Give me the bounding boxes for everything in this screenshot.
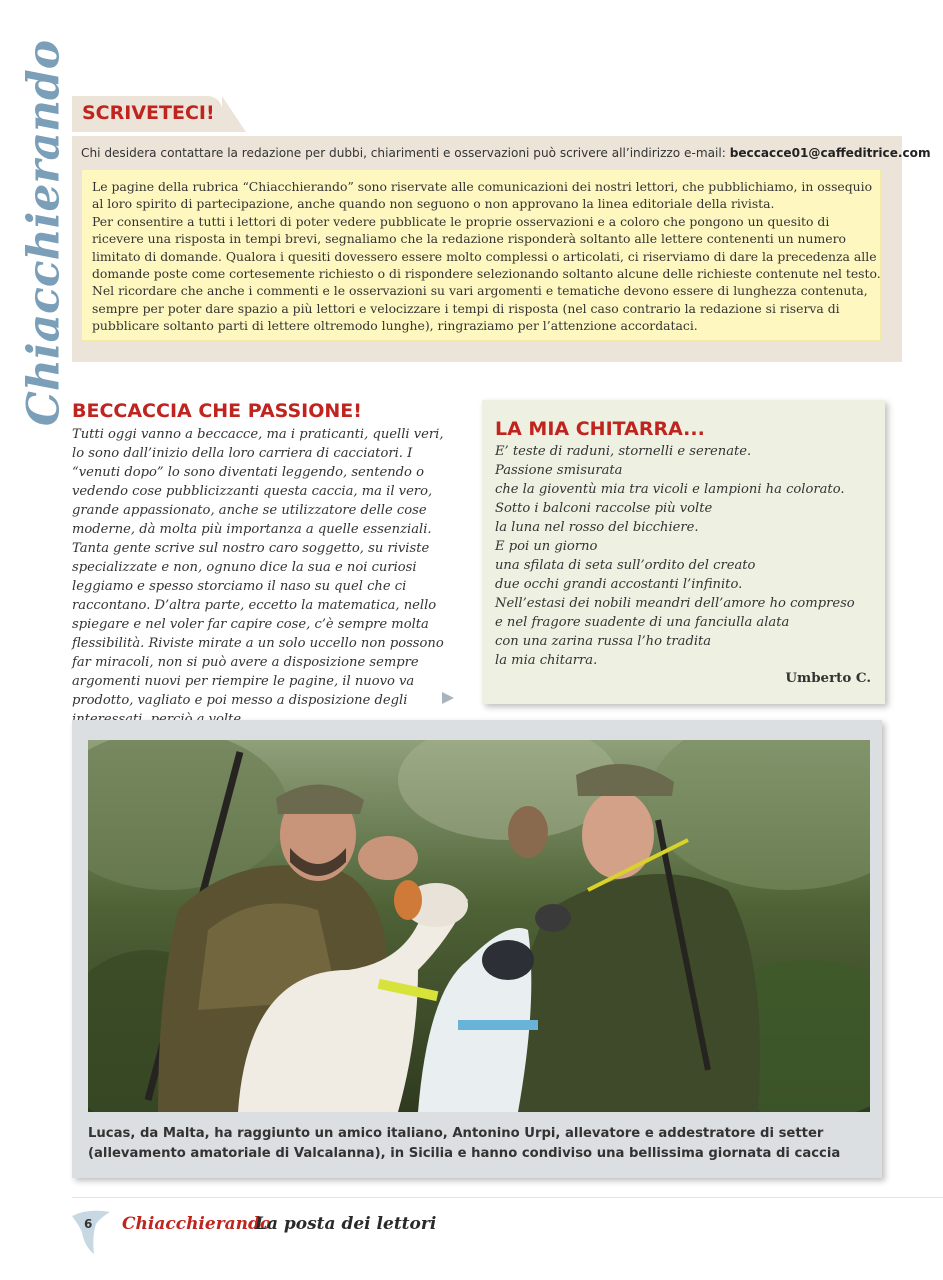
poem-line: E’ teste di raduni, stornelli e serenate. (495, 444, 752, 459)
poem-line: una sfilata di seta sull’ordito del creato (495, 558, 756, 573)
photo-box (72, 720, 882, 1178)
poem-author: Umberto C. (785, 670, 871, 686)
write-intro: Chi desidera contattare la redazione per dubbi, chiarimenti e osservazioni può scrivere all’indirizzo e-mail: beccacce01@caffeditrice.com (81, 146, 931, 160)
footer-section-name: Chiacchierando (122, 1214, 272, 1234)
notice-paragraph: Per consentire a tutti i lettori di poter vedere pubblicate le proprie osservazioni e a coloro che pongono un quesito di ricevere una risposta in tempi brevi, segnaliamo che la redazione risponderà soltanto alle lettere contenenti un numero limitato di domande. Qualora i quesiti dovessero essere molto complessi o articolati, ci riserviamo di dare la precedenza alle domande poste come cortesemente richiesto o di rispondere selezionando soltanto alcune delle richieste contenute nel testo. Nel ricordare che anche i commenti e le osservazioni su vari argomenti e tematiche devono essere di lunghezza contenuta, sempre per poter dare spazio a più lettori e velocizzare i tempi di risposta (nel caso contrario la redazione si riserva di pubblicare soltanto parti di lettere oltremodo lunghe), ringraziamo per l’attenzione accordataci. (92, 213, 881, 334)
poem-line: Sotto i balconi raccolse più volte (495, 501, 713, 516)
footer-divider (72, 1197, 943, 1198)
photo-caption: Lucas, da Malta, ha raggiunto un amico italiano, Antonino Urpi, allevatore e addestratore di setter (allevamento amatoriale di Valcalanna), in Sicilia e hanno condiviso una bellissima giornata di caccia (88, 1126, 841, 1161)
poem-line: la mia chitarra. (495, 653, 598, 668)
poem-line: che la gioventù mia tra vicoli e lampioni ha colorato. (495, 482, 845, 497)
poem-line: e nel fragore suadente di una fanciulla alata (495, 615, 790, 630)
woodcock-logo-icon (70, 1206, 114, 1256)
poem-lines (495, 442, 855, 670)
page-number: 6 (84, 1217, 93, 1231)
write-section-title: SCRIVETECI! (82, 102, 215, 124)
contact-email[interactable]: beccacce01@caffeditrice.com (729, 146, 931, 160)
write-section-tab (72, 96, 222, 132)
footer-section-subtitle: La posta dei lettori (255, 1214, 437, 1234)
poem-line: due occhi grandi accostanti l’infinito. (495, 577, 743, 592)
poem-line: Passione smisurata (495, 463, 623, 478)
editorial-notice (81, 169, 881, 341)
poem-title: LA MIA CHITARRA... (495, 418, 705, 440)
write-section-box (72, 136, 931, 362)
poem-line: con una zarina russa l’ho tradita (495, 634, 712, 649)
poem-box (482, 400, 885, 704)
article-body: Tutti oggi vanno a beccacce, ma i praticanti, quelli veri, lo sono dall’inizio della loro carriera di cacciatori. I “venuti dopo” lo sono diventati leggendo, sentendo o vedendo cose pubblicizzanti questa caccia, ma il vero, grande appassionato, anche se utilizzatore delle cose moderne, dà molta più importanza a quelle essenziali. Tanta gente scrive sul nostro caro soggetto, su riviste specializzate e non, ognuno dice la sua e noi curiosi leggiamo e spesso storciamo il naso su quel che ci raccontano. D’altra parte, eccetto la matematica, nello spiegare e nel voler far capire cose, c’è sempre molta flessibilità. Riviste mirate a un solo uccello non possono far miracoli, non si può avere a disposizione sempre argomenti nuovi per riempire le pagine, il nuovo va prodotto, vagliato e poi messo a disposizione degli (72, 427, 444, 708)
poem-line: la luna nel rosso del bicchiere. (495, 520, 699, 535)
notice-paragraph: Le pagine della rubrica “Chiacchierando” sono riservate alle comunicazioni dei nostri lettori, che pubblichiamo, in ossequio al loro spirito di partecipazione, anche quando non seguono o non approvano la linea editoriale della rivista. (92, 179, 873, 212)
section-side-title: Chiacchierando (18, 39, 70, 427)
continue-arrow-icon (442, 692, 454, 704)
hunting-photo (88, 740, 870, 1112)
poem-line: E poi un giorno (495, 539, 598, 554)
article-title: BECCACCIA CHE PASSIONE! (72, 400, 362, 422)
poem-line: Nell’estasi dei nobili meandri dell’amore ho compreso (495, 596, 855, 611)
